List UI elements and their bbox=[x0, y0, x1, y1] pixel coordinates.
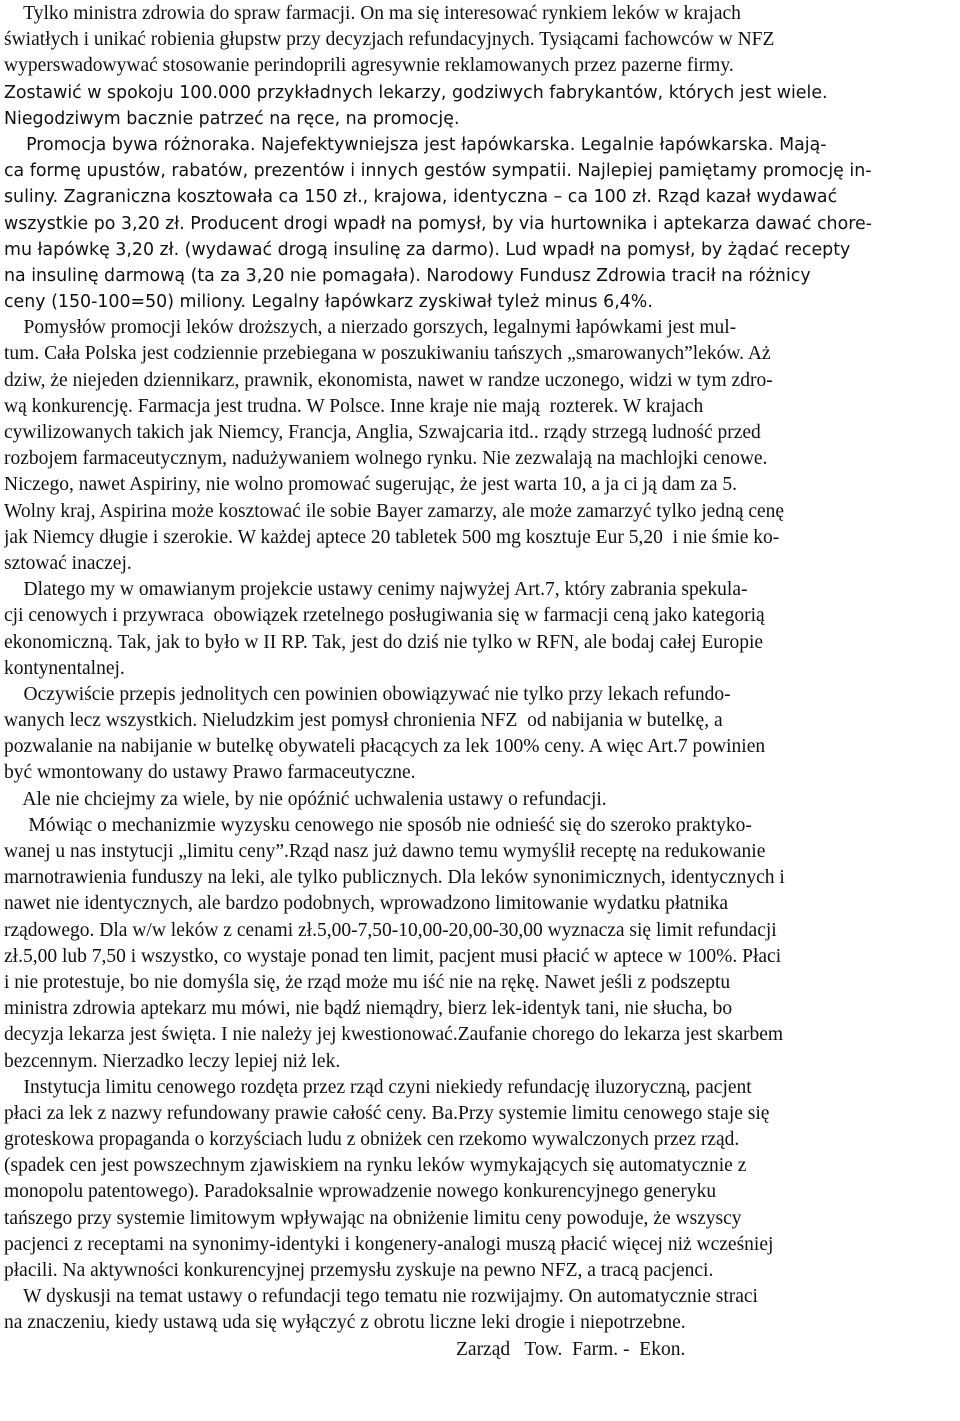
text-line: Niczego, nawet Aspiriny, nie wolno promować sugerując, że jest warta 10, a ja ci ją dam za 5. bbox=[4, 474, 737, 496]
text-line: tum. Cała Polska jest codziennie przebiegana w poszukiwaniu tańszych „smarowanych”leków. Aż bbox=[4, 343, 771, 365]
text-line: ministra zdrowia aptekarz mu mówi, nie bądź niemądry, bierz lek-identyk tani, nie słucha, bo bbox=[4, 998, 733, 1020]
signature: Zarząd Tow. Farm. - Ekon. bbox=[456, 1338, 686, 1360]
text-line: kontynentalnej. bbox=[4, 657, 125, 679]
text-line: jak Niemcy długie i szerokie. W każdej aptece 20 tabletek 500 mg kosztuje Eur 5,20 i nie śmie ko- bbox=[4, 526, 780, 548]
text-line: Oczywiście przepis jednolitych cen powinien obowiązywać nie tylko przy lekach refundo- bbox=[4, 683, 731, 705]
text-line: decyzja lekarza jest święta. I nie należy jej kwestionować.Zaufanie chorego do lekarza jest skarbem bbox=[4, 1024, 784, 1046]
text-line: ceny (150-100=50) miliony. Legalny łapówkarz zyskiwał tyleż minus 6,4%. bbox=[4, 292, 653, 313]
text-line: wszystkie po 3,20 zł. Producent drogi wpadł na pomysł, by via hurtownika i aptekarza dawać chore- bbox=[4, 213, 872, 234]
document-page bbox=[4, 0, 954, 1363]
text-line: na znaczeniu, kiedy ustawą uda się wyłączyć z obrotu liczne leki drogie i niepotrzebne. bbox=[4, 1312, 686, 1334]
text-line: wanych lecz wszystkich. Nieludzkim jest pomysł chronienia NFZ od nabijania w butelkę, a bbox=[4, 710, 723, 732]
text-line: Promocja bywa różnoraka. Najefektywniejsza jest łapówkarska. Legalnie łapówkarska. Mają- bbox=[4, 134, 827, 155]
text-line: światłych i unikać robienia głupstw przy decyzjach refundacyjnych. Tysiącami fachowców w NFZ bbox=[4, 29, 775, 51]
text-line: wanej u nas instytucji „limitu ceny”.Rząd nasz już dawno temu wymyślił receptę na redukowanie bbox=[4, 841, 766, 862]
text-line: płacili. Na aktywności konkurencyjnej przemysłu zyskuje na pewno NFZ, a tracą pacjenci. bbox=[4, 1260, 714, 1281]
text-line: pacjenci z receptami na synonimy-identyki i kongenery-analogi muszą płacić więcej niż wcześniej bbox=[4, 1233, 774, 1255]
text-line: Instytucja limitu cenowego rozdęta przez rząd czyni niekiedy refundację iluzoryczną, pacjent bbox=[4, 1076, 752, 1098]
text-line: rozbojem farmaceutycznym, nadużywaniem wolnego rynku. Nie zezwalają na machlojki cenowe. bbox=[4, 448, 768, 470]
text-line: płaci za lek z nazwy refundowany prawie całość ceny. Ba.Przy systemie limitu cenowego staje się bbox=[4, 1102, 770, 1124]
text-line: monopolu patentowego). Paradoksalnie wprowadzenie nowego konkurencyjnego generyku bbox=[4, 1181, 717, 1203]
text-line: wyperswadowywać stosowanie perindoprili agresywnie reklamowanych przez pazerne firmy. bbox=[4, 55, 734, 77]
text-line: bezcennym. Nierzadko leczy lepiej niż lek. bbox=[4, 1050, 341, 1072]
text-line: Ale nie chciejmy za wiele, by nie opóźnić uchwalenia ustawy o refundacji. bbox=[4, 788, 607, 810]
text-line: Wolny kraj, Aspirina może kosztować ile sobie Bayer zamarzy, ale może zamarzyć tylko jedną cenę bbox=[4, 500, 785, 522]
text-line: tańszego przy systemie limitowym wpływając na obniżenie limitu ceny powoduje, że wszyscy bbox=[4, 1207, 742, 1229]
text-line: ca formę upustów, rabatów, prezentów i innych gestów sympatii. Najlepiej pamiętamy promocję in- bbox=[4, 161, 872, 182]
text-line: dziw, że niejeden dziennikarz, prawnik, ekonomista, nawet w randze uczonego, widzi w tym zdro- bbox=[4, 369, 773, 391]
text-line: Niegodziwym bacznie patrzeć na ręce, na promocję. bbox=[4, 108, 460, 129]
text-line: mu łapówkę 3,20 zł. (wydawać drogą insulinę za darmo). Lud wpadł na pomysł, by żądać recepty bbox=[4, 239, 851, 260]
text-line: cji cenowych i przywraca obowiązek rzetelnego posługiwania się w farmacji ceną jako kategorią bbox=[4, 605, 765, 627]
text-line: cywilizowanych takich jak Niemcy, Francja, Anglia, Szwajcaria itd.. rządy strzegą ludność przed bbox=[4, 422, 761, 443]
text-line: W dyskusji na temat ustawy o refundacji tego tematu nie rozwijajmy. On automatycznie straci bbox=[4, 1286, 758, 1308]
text-line: Dlatego my w omawianym projekcie ustawy cenimy najwyżej Art.7, który zabrania spekula- bbox=[4, 579, 748, 601]
text-line: być wmontowany do ustawy Prawo farmaceutyczne. bbox=[4, 762, 416, 784]
text-line: wą konkurencję. Farmacja jest trudna. W Polsce. Inne kraje nie mają rozterek. W krajach bbox=[4, 395, 704, 417]
text-line: suliny. Zagraniczna kosztowała ca 150 zł., krajowa, identyczna – ca 100 zł. Rząd kazał wydawać bbox=[4, 187, 838, 208]
text-line: pozwalanie na nabijanie w butelkę obywateli płacących za lek 100% ceny. A więc Art.7 powinien bbox=[4, 736, 766, 758]
text-line: (spadek cen jest powszechnym zjawiskiem na rynku leków wymykających się automatycznie z bbox=[4, 1155, 747, 1177]
text-line: nawet nie identycznych, ale bardzo podobnych, wprowadzono limitowanie wydatku płatnika bbox=[4, 893, 728, 915]
text-line: i nie protestuje, bo nie domyśla się, że rząd może mu iść nie na rękę. Nawet jeśli z podszeptu bbox=[4, 971, 731, 993]
text-line: sztować inaczej. bbox=[4, 552, 132, 574]
text-line: rządowego. Dla w/w leków z cenami zł.5,00-7,50-10,00-20,00-30,00 wyznacza się limit refundacji bbox=[4, 919, 777, 941]
text-line: Pomysłów promocji leków droższych, a nierzado gorszych, legalnymi łapówkami jest mul- bbox=[4, 317, 737, 339]
text-line: Tylko ministra zdrowia do spraw farmacji. On ma się interesować rynkiem leków w krajach bbox=[4, 3, 741, 24]
text-line: Zostawić w spokoju 100.000 przykładnych lekarzy, godziwych fabrykantów, których jest wiele. bbox=[4, 82, 828, 103]
text-line: na insulinę darmową (ta za 3,20 nie pomagała). Narodowy Fundusz Zdrowia tracił na różnicy bbox=[4, 265, 811, 286]
text-line: groteskowa propaganda o korzyściach ludu z obniżek cen rzekomo wywalczonych przez rząd. bbox=[4, 1129, 740, 1151]
text-line: zł.5,00 lub 7,50 i wszystko, co wystaje ponad ten limit, pacjent musi płacić w aptece w 100%. Płaci bbox=[4, 945, 782, 967]
text-line: marnotrawienia funduszy na leki, ale tylko publicznych. Dla leków synonimicznych, identycznych i bbox=[4, 867, 785, 889]
text-line: ekonomiczną. Tak, jak to było w II RP. Tak, jest do dziś nie tylko w RFN, ale bodaj całej Europie bbox=[4, 631, 764, 653]
text-line: Mówiąc o mechanizmie wyzysku cenowego nie sposób nie odnieść się do szeroko praktyko- bbox=[4, 814, 752, 836]
